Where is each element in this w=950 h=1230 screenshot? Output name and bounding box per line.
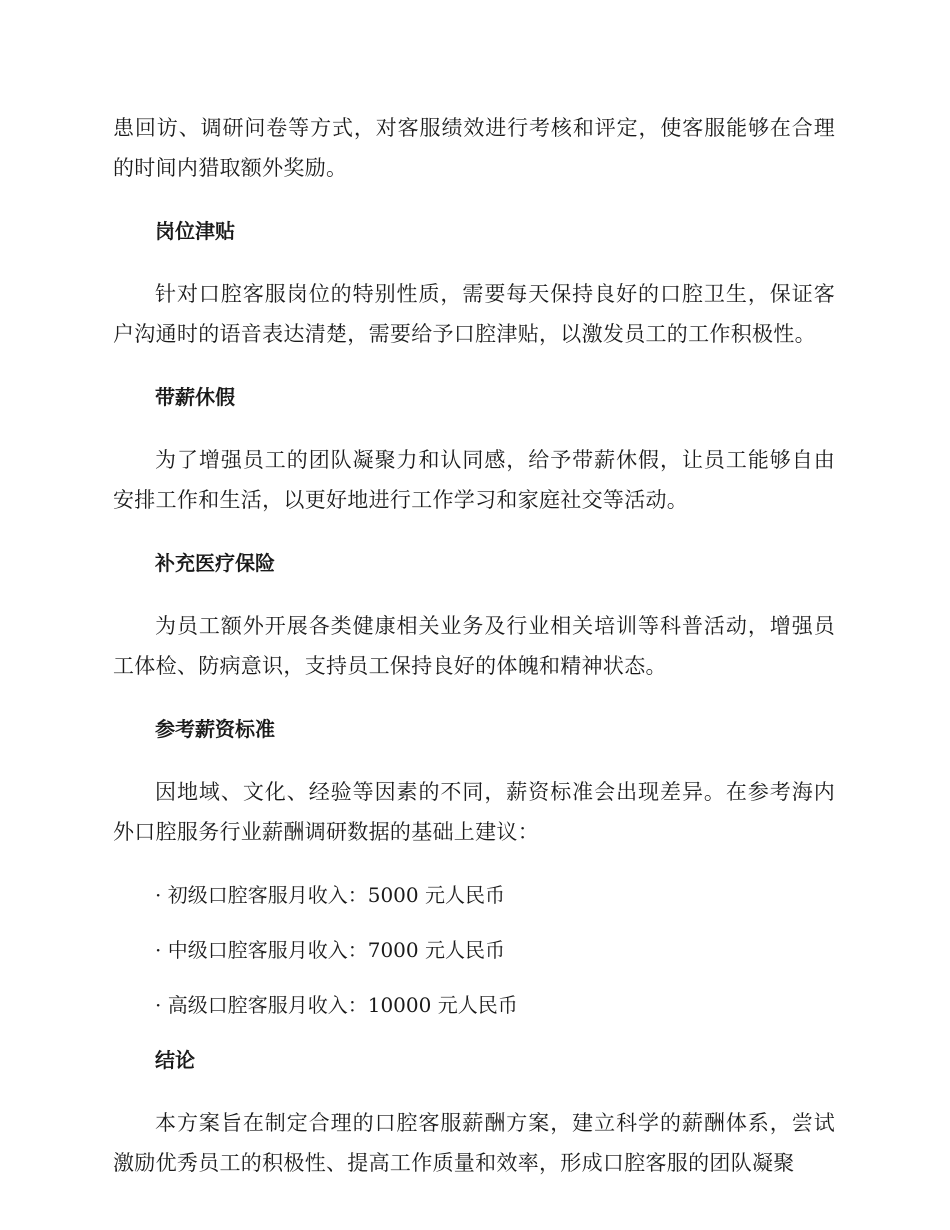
- document-page: [113, 108, 835, 1213]
- paragraph-conclusion: 本方案旨在制定合理的口腔客服薪酬方案，建立科学的薪酬体系，尝试激励优秀员工的积极性、提高工作质量和效率，形成口腔客服的团队凝聚: [113, 1111, 835, 1175]
- paragraph-paid-leave: 为了增强员工的团队凝聚力和认同感，给予带薪休假，让员工能够自由安排工作和生活，以更好地进行工作学习和家庭社交等活动。: [113, 448, 835, 512]
- paragraph-performance-review: 患回访、调研问卷等方式，对客服绩效进行考核和评定，使客服能够在合理的时间内猎取额外奖励。: [113, 116, 835, 180]
- heading-conclusion: 结论: [155, 1048, 195, 1072]
- paragraph-position-allowance: 针对口腔客服岗位的特别性质，需要每天保持良好的口腔卫生，保证客户沟通时的语音表达清楚，需要给予口腔津贴，以激发员工的工作积极性。: [113, 282, 835, 346]
- paragraph-salary-standard: 因地域、文化、经验等因素的不同，薪资标准会出现差异。在参考海内外口腔服务行业薪酬调研数据的基础上建议：: [113, 780, 835, 844]
- salary-item-junior: · 初级口腔客服月收入：5000 元人民币: [155, 883, 505, 907]
- salary-item-senior: · 高级口腔客服月收入：10000 元人民币: [155, 993, 518, 1017]
- paragraph-medical-insurance: 为员工额外开展各类健康相关业务及行业相关培训等科普活动，增强员工体检、防病意识，支持员工保持良好的体魄和精神状态。: [113, 614, 835, 678]
- heading-paid-leave: 带薪休假: [155, 385, 235, 409]
- salary-item-intermediate: · 中级口腔客服月收入：7000 元人民币: [155, 938, 505, 962]
- heading-salary-standard: 参考薪资标准: [155, 717, 275, 741]
- heading-medical-insurance: 补充医疗保险: [155, 551, 275, 575]
- heading-position-allowance: 岗位津贴: [155, 219, 235, 243]
